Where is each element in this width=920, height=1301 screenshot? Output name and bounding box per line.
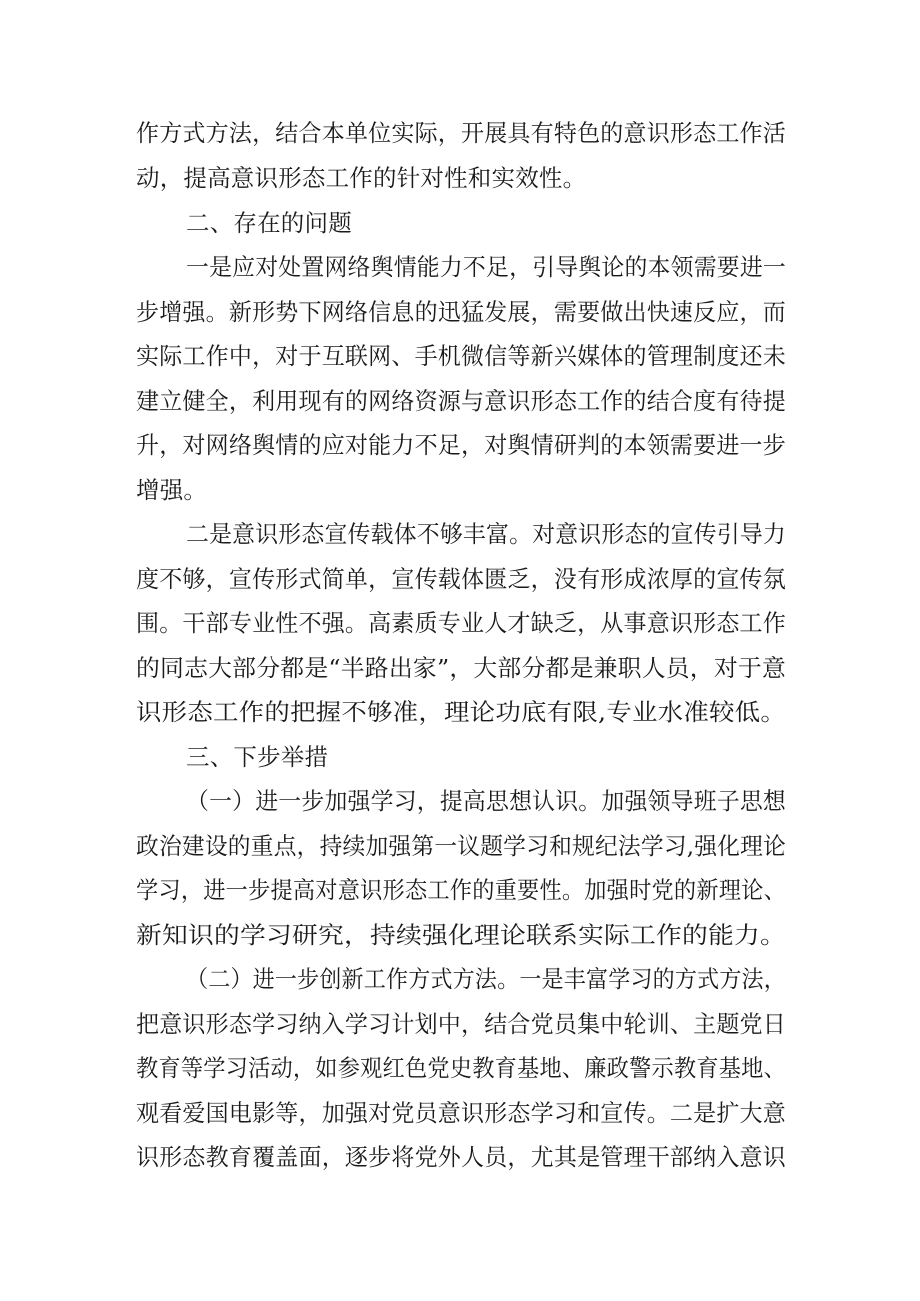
text-line: 一是应对处置网络舆情能力不足，引导舆论的本领需要进一 [186, 253, 786, 281]
section-heading: 二、存在的问题 [186, 209, 352, 237]
text-line: 作方式方法，结合本单位实际，开展具有特色的意识形态工作活 [136, 119, 786, 147]
text-line: （一）进一步加强学习，提高思想认识。加强领导班子思想 [186, 787, 786, 815]
text-line: 的同志大部分都是“半路出家”，大部分都是兼职人员，对于意 [136, 654, 787, 682]
text-line: 观看爱国电影等，加强对党员意识形态学习和宣传。二是扩大意 [136, 1099, 786, 1127]
text-line: 政治建设的重点，持续加强第一议题学习和规纪法学习,强化理论 [136, 832, 786, 860]
text-line: 围。干部专业性不强。高素质专业人才缺乏，从事意识形态工作 [136, 609, 786, 637]
text-line: 二是意识形态宣传载体不够丰富。对意识形态的宣传引导力 [186, 520, 786, 548]
text-line: 动，提高意识形态工作的针对性和实效性。 [136, 164, 587, 192]
text-line: 学习，进一步提高对意识形态工作的重要性。加强时党的新理论、 [136, 876, 786, 904]
text-line: 度不够，宣传形式简单，宣传载体匮乏，没有形成浓厚的宣传氛 [136, 565, 786, 593]
text-line: 识形态教育覆盖面，逐步将党外人员，尤其是管理干部纳入意识 [136, 1143, 786, 1171]
text-line: 新知识的学习研究，持续强化理论联系实际工作的能力。 [136, 921, 786, 949]
text-line: 步增强。新形势下网络信息的迅猛发展，需要做出快速反应，而 [136, 298, 786, 326]
text-line: 识形态工作的把握不够准，理论功底有限,专业水准较低。 [136, 698, 786, 726]
text-line: 增强。 [136, 476, 208, 504]
text-line: 实际工作中，对于互联网、手机微信等新兴媒体的管理制度还未 [136, 342, 786, 370]
text-line: 建立健全，利用现有的网络资源与意识形态工作的结合度有待提 [136, 387, 786, 415]
section-heading: 三、下步举措 [186, 743, 329, 771]
text-line: 升，对网络舆情的应对能力不足，对舆情研判的本领需要进一步 [136, 431, 786, 459]
text-line: 把意识形态学习纳入学习计划中，结合党员集中轮训、主题党日 [136, 1010, 786, 1038]
text-line: （二）进一步创新工作方式方法。一是丰富学习的方式方法， [186, 965, 786, 993]
text-line: 教育等学习活动，如参观红色党史教育基地、廉政警示教育基地、 [136, 1054, 786, 1082]
